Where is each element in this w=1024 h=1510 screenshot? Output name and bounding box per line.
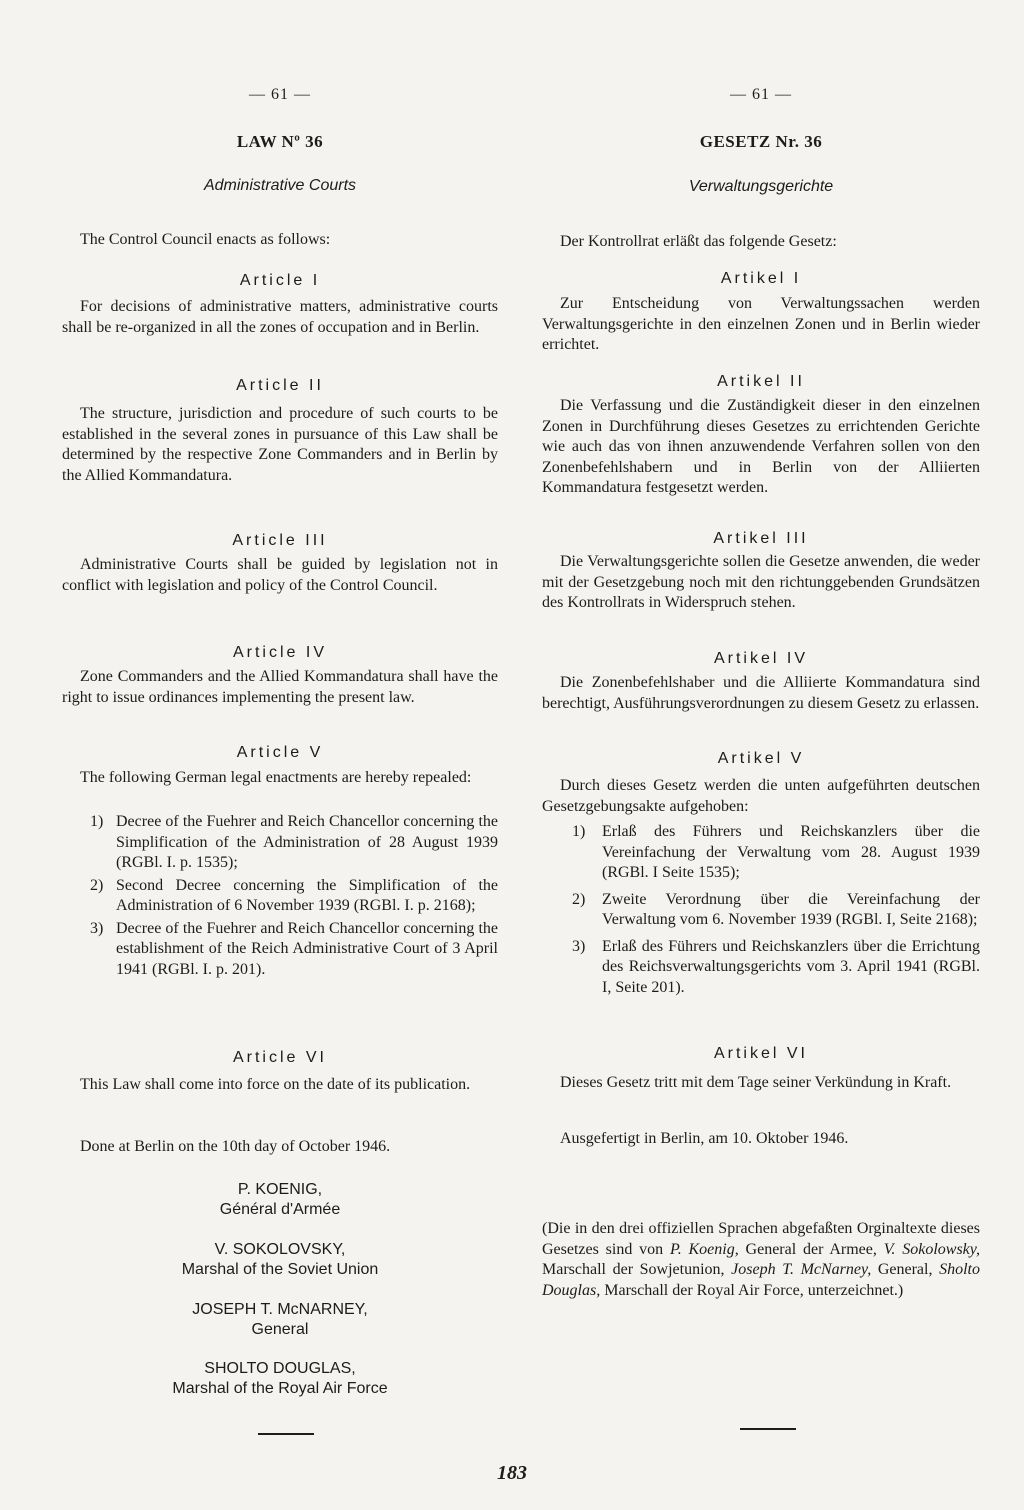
list-item-number: 1): [572, 823, 586, 840]
page-number-english: — 61 —: [249, 86, 311, 103]
article-heading: Article I: [239, 272, 321, 289]
list-item: [62, 812, 498, 874]
article-heading: Article IV: [232, 644, 327, 661]
signatory-rank: Marshal of the Royal Air Force: [172, 1380, 388, 1397]
article-heading: Artikel VI: [713, 1045, 808, 1062]
article-heading: Article II: [236, 377, 324, 394]
note-name: Joseph T. McNarney,: [731, 1261, 872, 1278]
signatory: [62, 1300, 498, 1340]
list-item-number: 2): [90, 876, 104, 894]
intro-german: Der Kontrollrat erläßt das folgende Gesetz:: [560, 233, 837, 250]
signatory-name: SHOLTO DOUGLAS,: [204, 1360, 356, 1377]
article-text: Administrative Courts shall be guided by legislation not in conflict with legislation and policy of the Control Council.: [62, 556, 498, 594]
law-subtitle-english: Administrative Courts: [203, 177, 357, 194]
list-item-number: 1): [90, 813, 104, 830]
list-item: [542, 822, 980, 884]
article-heading: Artikel II: [717, 373, 805, 390]
article-heading: Artikel I: [720, 270, 802, 287]
signatory-rank: Général d'Armée: [219, 1201, 341, 1218]
article-heading: Artikel III: [713, 530, 809, 547]
list-item-number: 3): [572, 937, 586, 955]
list-item: [62, 876, 498, 917]
signatory-rank: Marshal of the Soviet Union: [181, 1261, 379, 1278]
note-name: Sholto Douglas,: [542, 1261, 980, 1299]
repealed-list-german: [542, 822, 980, 1000]
article-text: The following German legal enactments are hereby repealed:: [80, 769, 472, 786]
note-text: Marschall der Royal Air Force, unterzeichnet.): [600, 1281, 904, 1299]
end-rule-german: [740, 1428, 796, 1430]
article-heading: Article VI: [232, 1049, 327, 1066]
article-heading: Artikel V: [717, 750, 805, 767]
article-text: Die Verfassung und die Zuständigkeit dieser in den einzelnen Zonen in Durchführung dieses Gesetzes zu errichtenden Gerichte wie auch das von ihnen anzuwendende Verfahren sollen von den Zonenbefehlshabern und in Berlin von der Alliierten Kommandatura festgesetzt werden.: [542, 397, 980, 496]
article-text: Durch dieses Gesetz werden die unten aufgeführten deutschen Gesetzgebungsakte aufgehoben:: [542, 777, 980, 815]
note-name: P. Koenig,: [669, 1240, 739, 1258]
note-name: V. Sokolowsky,: [883, 1240, 980, 1258]
article-text: Zone Commanders and the Allied Kommandatura shall have the right to issue ordinances implementing the present law.: [62, 668, 498, 706]
end-rule-english: [258, 1433, 314, 1435]
signatory: [62, 1180, 498, 1220]
note-text: General der Armee,: [738, 1240, 884, 1258]
article-text: Die Verwaltungsgerichte sollen die Gesetze anwenden, die weder mit der Gesetzgebung noch mit den richtunggebenden Grundsätzen des Kontrollrats in Widerspruch stehen.: [542, 553, 980, 611]
list-item-text: Erlaß des Führers und Reichskanzlers über die Errichtung des Reichsverwaltungsgerichts vom 3. April 1941 (RGBl. I, Seite 201).: [602, 937, 980, 996]
article-text: Die Zonenbefehlshaber und die Alliierte Kommandatura sind berechtigt, Ausführungsverordnungen zu diesem Gesetz zu erlassen.: [542, 674, 980, 712]
list-item-number: 3): [90, 919, 104, 937]
list-item-text: Erlaß des Führers und Reichskanzlers über die Vereinfachung der Verwaltung vom 28. August 1939 (RGBl. I Seite 1535);: [602, 823, 980, 881]
list-item-text: Zweite Verordnung über die Vereinfachung der Verwaltung vom 6. November 1939 (RGBl. I, Seite 2168);: [602, 890, 980, 928]
list-item-number: 2): [572, 890, 586, 908]
footer-page-number: 183: [497, 1462, 527, 1484]
law-title-english: LAW Nº 36: [236, 132, 324, 151]
signatory: [62, 1240, 498, 1280]
list-item: [62, 919, 498, 981]
article-text: Dieses Gesetz tritt mit dem Tage seiner Verkündung in Kraft.: [560, 1074, 952, 1091]
article-text: The structure, jurisdiction and procedure of such courts to be established in the several zones in pursuance of this Law shall be determined by the respective Zone Commanders and in Berlin by the Allied Kommandatura.: [62, 405, 498, 484]
law-title-german: GESETZ Nr. 36: [699, 132, 823, 151]
list-item-text: Decree of the Fuehrer and Reich Chancellor concerning the Simplification of the Administration of 28 August 1939 (RGBl. I. p. 1535);: [116, 813, 498, 871]
done-statement-german: Ausgefertigt in Berlin, am 10. Oktober 1946.: [560, 1130, 849, 1147]
article-heading: Article III: [232, 532, 328, 549]
note-text: (Die in den drei offiziellen Sprachen abgefaßten Orginaltexte dieses Gesetzes sind von: [542, 1220, 980, 1258]
repealed-list-english: [62, 812, 498, 982]
article-heading: Article V: [236, 744, 324, 761]
list-item-text: Decree of the Fuehrer and Reich Chancellor concerning the establishment of the Reich Administrative Court of 3 April 1941 (RGBl. I. p. 201).: [116, 919, 498, 978]
article-text: This Law shall come into force on the date of its publication.: [80, 1076, 471, 1093]
intro-english: The Control Council enacts as follows:: [80, 231, 331, 248]
list-item: [542, 937, 980, 999]
article-heading: Artikel IV: [713, 650, 808, 667]
page-number-german: — 61 —: [730, 86, 792, 103]
law-subtitle-german: Verwaltungsgerichte: [688, 178, 834, 195]
list-item-text: Second Decree concerning the Simplification of the Administration of 6 November 1939 (RGBl. I. p. 2168);: [116, 876, 498, 914]
done-statement-english: Done at Berlin on the 10th day of October 1946.: [80, 1138, 391, 1155]
note-text: Marschall der Sowjetunion,: [542, 1261, 732, 1278]
signatory: [62, 1359, 498, 1399]
signatory-rank: General: [251, 1321, 309, 1338]
note-text: General,: [871, 1261, 940, 1278]
article-text: Zur Entscheidung von Verwaltungssachen werden Verwaltungsgerichte in den einzelnen Zonen und in Berlin wieder errichtet.: [542, 295, 980, 353]
signatory-name: V. SOKOLOVSKY,: [214, 1241, 346, 1258]
signatories-note-german: [542, 1219, 980, 1301]
article-text: For decisions of administrative matters, administrative courts shall be re-organized in all the zones of occupation and in Berlin.: [62, 298, 498, 336]
signatory-name: JOSEPH T. McNARNEY,: [192, 1301, 368, 1318]
signatory-name: P. KOENIG,: [237, 1181, 323, 1198]
list-item: [542, 890, 980, 931]
